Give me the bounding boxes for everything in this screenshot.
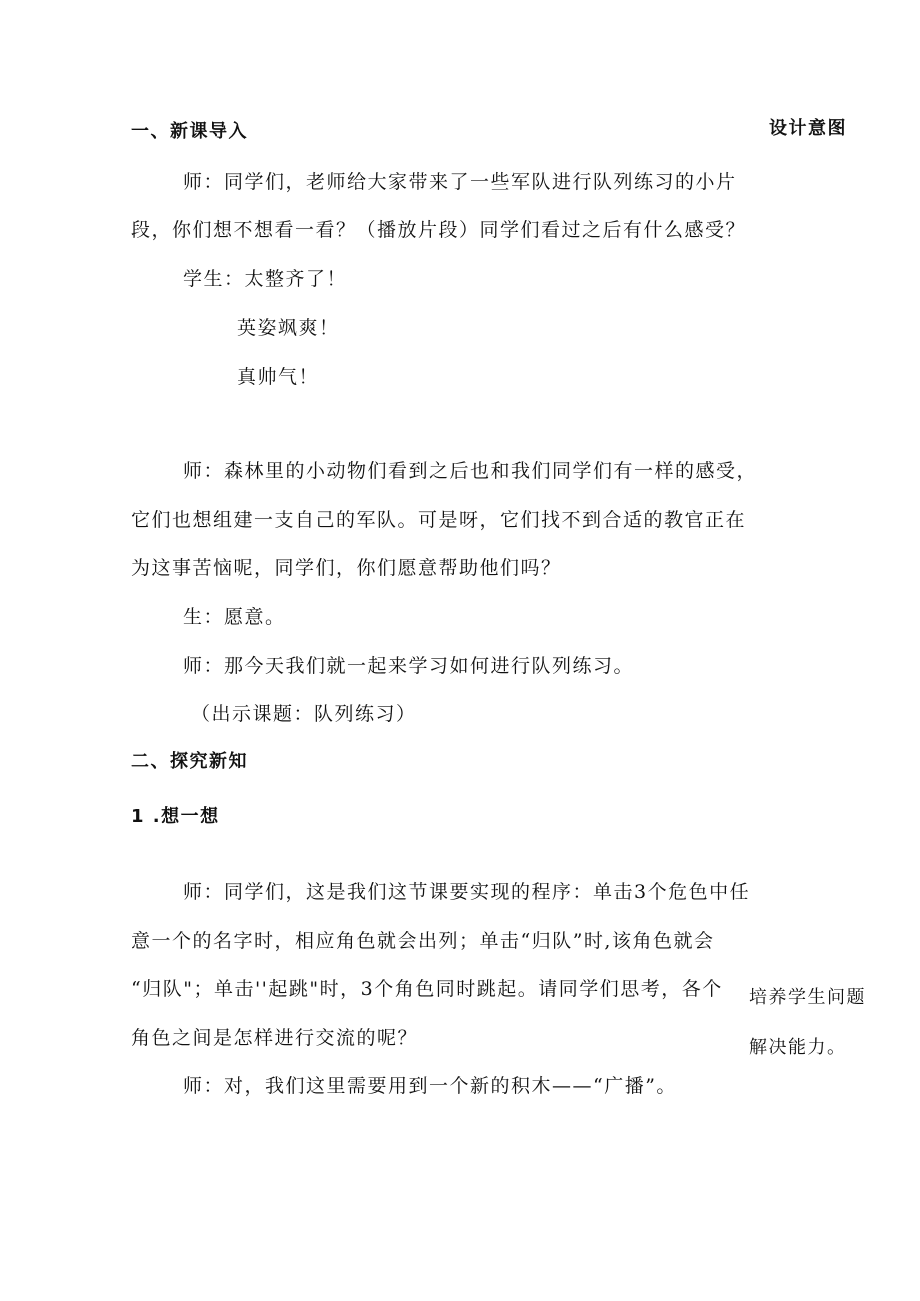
paragraph-line: 它们也想组建一支自己的军队。可是呀，它们找不到合适的教官正在 xyxy=(131,509,747,531)
paragraph-line: 为这事苦恼呢，同学们，你们愿意帮助他们吗？ xyxy=(131,557,562,579)
paragraph-line: 角色之间是怎样进行交流的呢？ xyxy=(131,1027,419,1049)
student-response: 学生：太整齐了！ xyxy=(183,268,348,290)
paragraph-line: 师：森林里的小动物们看到之后也和我们同学们有一样的感受， xyxy=(183,460,758,482)
paragraph-line: 意一个的名字时，相应角色就会出列；单击“归队”时,该角色就会 xyxy=(131,930,715,952)
student-response: 生：愿意。 xyxy=(183,606,286,628)
paragraph-line: 师：对，我们这里需要用到一个新的积木——“广播”。 xyxy=(183,1075,677,1097)
design-intent-heading: 设计意图 xyxy=(769,118,847,139)
paragraph-line: 师：同学们，这是我们这节课要实现的程序：单击3个危色中任 xyxy=(183,881,751,903)
section-heading-intro: 一、新课导入 xyxy=(131,121,248,142)
lesson-topic: （出示课题：队列练习） xyxy=(191,703,417,725)
side-note: 培养学生问题 xyxy=(749,987,866,1008)
paragraph-line: “归队"；单击''起跳"时，3个角色同时跳起。请同学们思考，各个 xyxy=(131,978,723,1000)
student-response: 真帅气！ xyxy=(237,366,320,388)
section-heading-explore: 二、探究新知 xyxy=(131,751,248,772)
paragraph-line: 师：那今天我们就一起来学习如何进行队列练习。 xyxy=(183,655,635,677)
sub-heading-think: 1 .想一想 xyxy=(131,806,220,827)
student-response: 英姿飒爽！ xyxy=(237,317,340,339)
paragraph-line: 师：同学们，老师给大家带来了一些军队进行队列练习的小片 xyxy=(183,171,737,193)
side-note: 解决能力。 xyxy=(749,1037,847,1058)
paragraph-line: 段，你们想不想看一看？（播放片段）同学们看过之后有什么感受？ xyxy=(131,219,747,241)
